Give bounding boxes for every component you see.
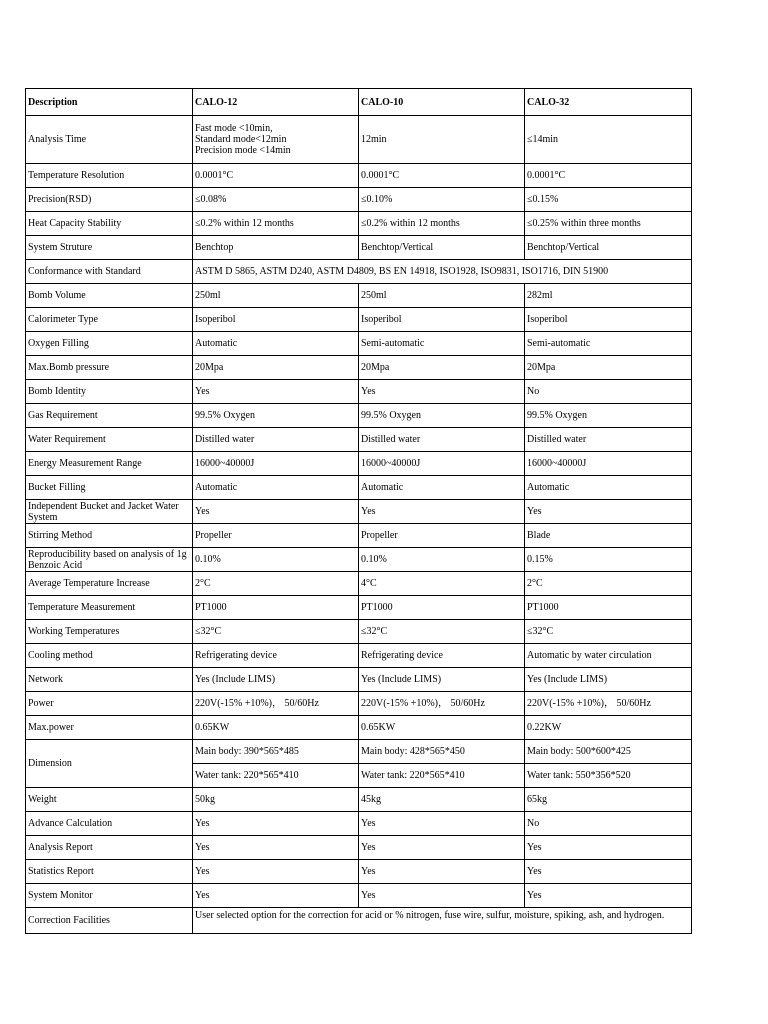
cell-calo-32: 0.15%: [525, 548, 692, 572]
cell-calo-32: Yes: [525, 860, 692, 884]
cell-calo-32: ≤32°C: [525, 620, 692, 644]
table-row: [26, 188, 692, 212]
cell-calo-32: Yes: [525, 884, 692, 908]
cell-calo-12: Isoperibol: [193, 308, 359, 332]
row-label: Power: [26, 692, 193, 716]
cell-calo-10: 20Mpa: [359, 356, 525, 380]
row-label: Advance Calculation: [26, 812, 193, 836]
cell-calo-10: Yes: [359, 836, 525, 860]
dimension-tank-calo-32: Water tank: 550*356*520: [525, 764, 692, 788]
correction-value: User selected option for the correction for acid or % nitrogen, fuse wire, sulfur, moisture, spiking, ash, and hydrogen.: [193, 908, 692, 934]
table-row: [26, 212, 692, 236]
cell-calo-32: ≤0.15%: [525, 188, 692, 212]
analysis-time-calo-10: 12min: [359, 116, 525, 164]
dimension-main-calo-12: Main body: 390*565*485: [193, 740, 359, 764]
cell-calo-10: Benchtop/Vertical: [359, 236, 525, 260]
cell-calo-32: 65kg: [525, 788, 692, 812]
table-row: [26, 236, 692, 260]
dimension-main-calo-32: Main body: 500*600*425: [525, 740, 692, 764]
cell-calo-12: Refrigerating device: [193, 644, 359, 668]
cell-line: Standard mode<12min: [195, 134, 287, 145]
cell-calo-12: Automatic: [193, 332, 359, 356]
header-row: [26, 89, 692, 116]
table-row: [26, 308, 692, 332]
cell-calo-12: Yes: [193, 500, 359, 524]
cell-calo-10: 99.5% Oxygen: [359, 404, 525, 428]
cell-calo-32: Automatic by water circulation: [525, 644, 692, 668]
cell-calo-32: 0.0001°C: [525, 164, 692, 188]
analysis-time-row: [26, 116, 692, 164]
cell-calo-12: 20Mpa: [193, 356, 359, 380]
row-label: Oxygen Filling: [26, 332, 193, 356]
conformance-value: ASTM D 5865, ASTM D240, ASTM D4809, BS EN 14918, ISO1928, ISO9831, ISO1716, DIN 51900: [193, 260, 692, 284]
row-label: Dimension: [26, 740, 193, 788]
row-label: Temperature Resolution: [26, 164, 193, 188]
cell-calo-10: Semi-automatic: [359, 332, 525, 356]
analysis-time-calo-32: ≤14min: [525, 116, 692, 164]
table-row: [26, 332, 692, 356]
cell-calo-12: 50kg: [193, 788, 359, 812]
cell-calo-10: Yes: [359, 884, 525, 908]
cell-calo-32: Yes: [525, 836, 692, 860]
cell-calo-12: 16000~40000J: [193, 452, 359, 476]
cell-calo-12: 0.0001°C: [193, 164, 359, 188]
table-row: [26, 716, 692, 740]
row-label: Independent Bucket and Jacket Water System: [26, 500, 193, 524]
row-label: Gas Requirement: [26, 404, 193, 428]
conformance-row: [26, 260, 692, 284]
row-label: System Monitor: [26, 884, 193, 908]
cell-calo-12: 0.65KW: [193, 716, 359, 740]
row-label: Reproducibility based on analysis of 1g Benzoic Acid: [26, 548, 193, 572]
cell-calo-10: Refrigerating device: [359, 644, 525, 668]
cell-calo-32: 16000~40000J: [525, 452, 692, 476]
cell-calo-10: 45kg: [359, 788, 525, 812]
row-label: System Struture: [26, 236, 193, 260]
table-row: [26, 476, 692, 500]
cell-calo-12: 220V(-15% +10%)， 50/60Hz: [193, 692, 359, 716]
cell-calo-32: Blade: [525, 524, 692, 548]
row-label: Max.power: [26, 716, 193, 740]
cell-calo-32: Isoperibol: [525, 308, 692, 332]
cell-calo-12: 99.5% Oxygen: [193, 404, 359, 428]
cell-calo-12: Yes: [193, 860, 359, 884]
cell-calo-32: No: [525, 380, 692, 404]
table-row: [26, 620, 692, 644]
table-row: [26, 380, 692, 404]
row-label: Conformance with Standard: [26, 260, 193, 284]
cell-calo-32: ≤0.25% within three months: [525, 212, 692, 236]
cell-calo-32: No: [525, 812, 692, 836]
cell-calo-12: ≤0.2% within 12 months: [193, 212, 359, 236]
analysis-time-calo-12: [193, 116, 359, 164]
cell-calo-12: 250ml: [193, 284, 359, 308]
row-label: Working Temperatures: [26, 620, 193, 644]
cell-calo-12: Yes: [193, 836, 359, 860]
table-row: [26, 596, 692, 620]
cell-calo-32: Semi-automatic: [525, 332, 692, 356]
cell-calo-32: Distilled water: [525, 428, 692, 452]
cell-calo-32: 0.22KW: [525, 716, 692, 740]
table-row: [26, 668, 692, 692]
cell-calo-32: Yes (Include LIMS): [525, 668, 692, 692]
cell-calo-10: Yes: [359, 812, 525, 836]
row-label: Heat Capacity Stability: [26, 212, 193, 236]
cell-calo-10: 0.65KW: [359, 716, 525, 740]
table-row: [26, 164, 692, 188]
cell-calo-10: PT1000: [359, 596, 525, 620]
row-label: Bucket Filling: [26, 476, 193, 500]
header-description: Description: [26, 89, 193, 116]
cell-line: Precision mode <14min: [195, 145, 291, 156]
table-row: [26, 428, 692, 452]
table-row: [26, 452, 692, 476]
cell-calo-10: Yes: [359, 380, 525, 404]
table-row: [26, 356, 692, 380]
cell-calo-32: 220V(-15% +10%)， 50/60Hz: [525, 692, 692, 716]
table-row: [26, 884, 692, 908]
row-label: Weight: [26, 788, 193, 812]
cell-calo-12: Yes (Include LIMS): [193, 668, 359, 692]
table-row: [26, 788, 692, 812]
row-label: Statistics Report: [26, 860, 193, 884]
dimension-tank-calo-10: Water tank: 220*565*410: [359, 764, 525, 788]
spec-table: [25, 88, 692, 934]
table-row: [26, 572, 692, 596]
table-row: [26, 548, 692, 572]
cell-calo-10: Automatic: [359, 476, 525, 500]
row-label: Correction Facilities: [26, 908, 193, 934]
row-label: Bomb Volume: [26, 284, 193, 308]
cell-calo-32: PT1000: [525, 596, 692, 620]
row-label: Analysis Report: [26, 836, 193, 860]
cell-calo-12: Propeller: [193, 524, 359, 548]
dimension-row-main: [26, 740, 692, 764]
cell-calo-32: 282ml: [525, 284, 692, 308]
cell-calo-10: 250ml: [359, 284, 525, 308]
dimension-tank-calo-12: Water tank: 220*565*410: [193, 764, 359, 788]
table-row: [26, 860, 692, 884]
cell-calo-10: Distilled water: [359, 428, 525, 452]
cell-calo-12: Benchtop: [193, 236, 359, 260]
cell-calo-12: ≤32°C: [193, 620, 359, 644]
row-label: Average Temperature Increase: [26, 572, 193, 596]
cell-line: Fast mode <10min,: [195, 123, 273, 134]
row-label: Water Requirement: [26, 428, 193, 452]
row-label: Network: [26, 668, 193, 692]
cell-calo-10: 0.0001°C: [359, 164, 525, 188]
cell-calo-12: ≤0.08%: [193, 188, 359, 212]
cell-calo-12: 0.10%: [193, 548, 359, 572]
table-row: [26, 500, 692, 524]
cell-calo-12: Distilled water: [193, 428, 359, 452]
table-row: [26, 812, 692, 836]
correction-row: [26, 908, 692, 934]
cell-calo-32: Automatic: [525, 476, 692, 500]
row-label: Energy Measurement Range: [26, 452, 193, 476]
cell-calo-12: PT1000: [193, 596, 359, 620]
table-row: [26, 284, 692, 308]
cell-calo-12: Yes: [193, 812, 359, 836]
cell-calo-10: 4°C: [359, 572, 525, 596]
row-label: Precision(RSD): [26, 188, 193, 212]
table-row: [26, 692, 692, 716]
cell-calo-10: Propeller: [359, 524, 525, 548]
cell-calo-12: Yes: [193, 380, 359, 404]
dimension-main-calo-10: Main body: 428*565*450: [359, 740, 525, 764]
cell-calo-10: ≤0.2% within 12 months: [359, 212, 525, 236]
cell-calo-12: 2°C: [193, 572, 359, 596]
cell-calo-12: Automatic: [193, 476, 359, 500]
header-calo-12: CALO-12: [193, 89, 359, 116]
row-label: Max.Bomb pressure: [26, 356, 193, 380]
cell-calo-32: Benchtop/Vertical: [525, 236, 692, 260]
cell-calo-32: Yes: [525, 500, 692, 524]
cell-calo-10: Yes (Include LIMS): [359, 668, 525, 692]
cell-calo-10: 220V(-15% +10%)， 50/60Hz: [359, 692, 525, 716]
row-label: Temperature Measurement: [26, 596, 193, 620]
cell-calo-10: Yes: [359, 860, 525, 884]
header-calo-32: CALO-32: [525, 89, 692, 116]
table-row: [26, 524, 692, 548]
cell-calo-10: 16000~40000J: [359, 452, 525, 476]
cell-calo-10: ≤0.10%: [359, 188, 525, 212]
row-label: Calorimeter Type: [26, 308, 193, 332]
table-row: [26, 836, 692, 860]
cell-calo-32: 99.5% Oxygen: [525, 404, 692, 428]
cell-calo-10: ≤32°C: [359, 620, 525, 644]
row-label: Cooling method: [26, 644, 193, 668]
header-calo-10: CALO-10: [359, 89, 525, 116]
cell-calo-10: Isoperibol: [359, 308, 525, 332]
table-row: [26, 404, 692, 428]
cell-calo-12: Yes: [193, 884, 359, 908]
cell-calo-10: Yes: [359, 500, 525, 524]
cell-calo-32: 2°C: [525, 572, 692, 596]
cell-calo-10: 0.10%: [359, 548, 525, 572]
row-label: Stirring Method: [26, 524, 193, 548]
cell-calo-32: 20Mpa: [525, 356, 692, 380]
row-label: Bomb Identity: [26, 380, 193, 404]
row-label: Analysis Time: [26, 116, 193, 164]
table-row: [26, 644, 692, 668]
